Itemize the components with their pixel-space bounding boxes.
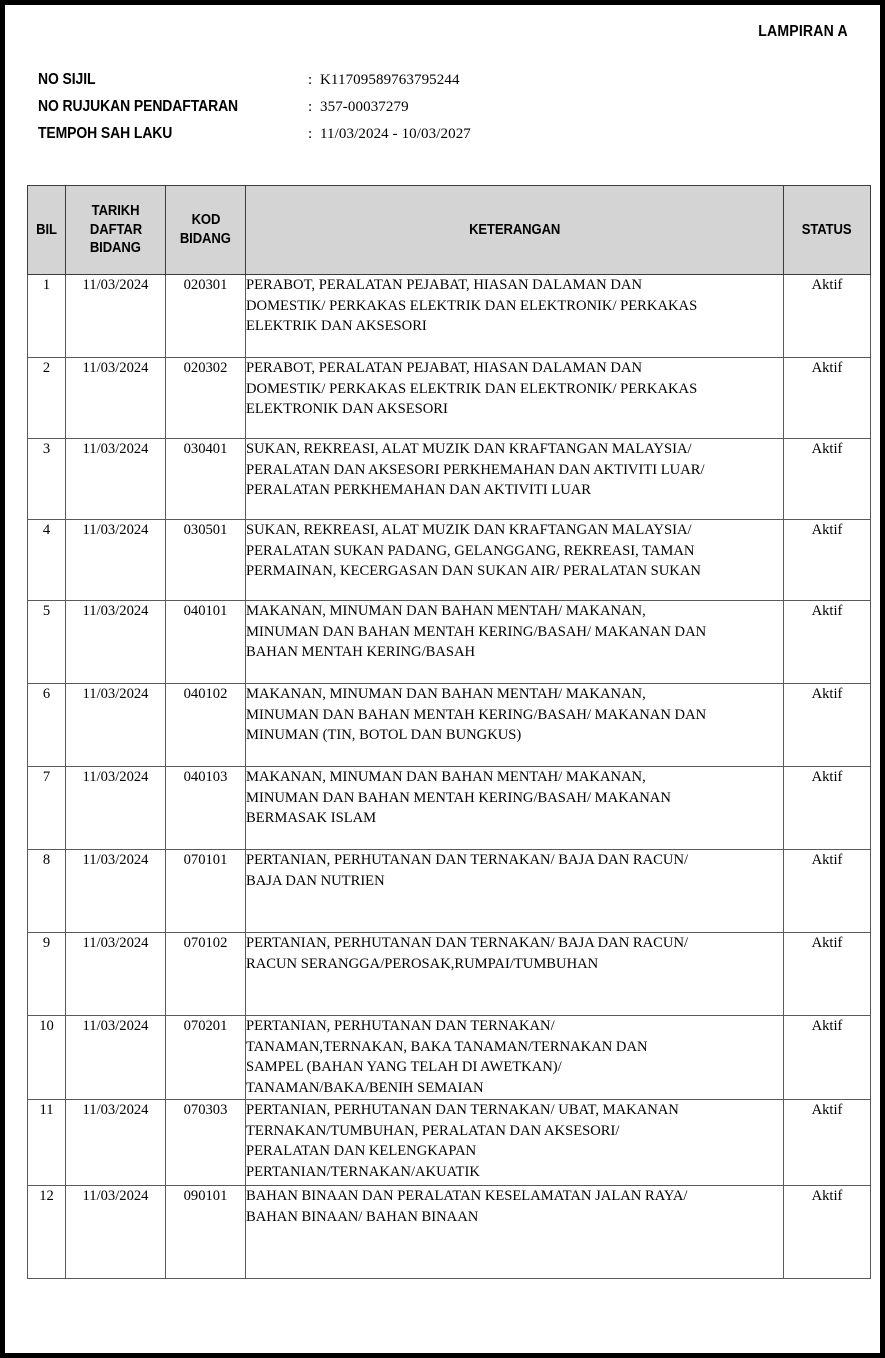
meta-label-tempoh-sah-laku: TEMPOH SAH LAKU [38,125,173,142]
keterangan-line: SUKAN, REKREASI, ALAT MUZIK DAN KRAFTANGAN MALAYSIA/ [246,522,692,538]
cell-kod-bidang: 040103 [166,767,246,850]
column-header-status [784,186,871,275]
table-row [28,1016,871,1100]
column-header-kod-line1: KOD [191,212,220,229]
keterangan-line: MAKANAN, MINUMAN DAN BAHAN MENTAH/ MAKANAN, [246,769,646,785]
cell-keterangan [246,684,784,767]
meta-row-tempoh-sah-laku [38,125,860,152]
table-row [28,684,871,767]
bidang-table [27,185,871,1279]
table-row [28,933,871,1016]
cell-bil: 7 [28,767,66,850]
cell-kod-bidang: 070303 [166,1100,246,1186]
cell-keterangan [246,767,784,850]
keterangan-line: PERTANIAN, PERHUTANAN DAN TERNAKAN/ BAJA DAN RACUN/ [246,852,689,868]
cell-bil: 12 [28,1186,66,1279]
cell-status: Aktif [784,520,871,601]
keterangan-line: ELEKTRONIK DAN AKSESORI [246,401,448,418]
cell-bil: 6 [28,684,66,767]
keterangan-line: DOMESTIK/ PERKAKAS ELEKTRIK DAN ELEKTRONIK/ PERKAKAS [246,380,698,397]
column-header-tarikh-line2: DAFTAR [89,221,142,238]
keterangan-line: PERALATAN SUKAN PADANG, GELANGGANG, REKREASI, TAMAN [246,542,695,559]
cell-tarikh-daftar-bidang: 11/03/2024 [66,767,166,850]
cell-status: Aktif [784,601,871,684]
cell-keterangan [246,358,784,439]
meta-colon-no-rujukan-pendaftaran: : [308,99,313,115]
cell-kod-bidang: 070201 [166,1016,246,1100]
meta-colon-no-sijil: : [308,72,313,88]
cell-tarikh-daftar-bidang: 11/03/2024 [66,601,166,684]
cell-keterangan [246,601,784,684]
cell-bil: 9 [28,933,66,1016]
keterangan-line: PERALATAN DAN AKSESORI PERKHEMAHAN DAN AKTIVITI LUAR/ [246,461,705,478]
meta-value-no-sijil: K11709589763795244 [320,72,460,88]
keterangan-line: DOMESTIK/ PERKAKAS ELEKTRIK DAN ELEKTRONIK/ PERKAKAS [246,297,698,314]
keterangan-line: TANAMAN/BAKA/BENIH SEMAIAN [246,1080,484,1097]
cell-tarikh-daftar-bidang: 11/03/2024 [66,850,166,933]
cell-kod-bidang: 090101 [166,1186,246,1279]
cell-tarikh-daftar-bidang: 11/03/2024 [66,520,166,601]
column-header-keterangan-text: KETERANGAN [468,221,561,238]
table-row [28,1100,871,1186]
keterangan-line: SUKAN, REKREASI, ALAT MUZIK DAN KRAFTANGAN MALAYSIA/ [246,441,692,457]
keterangan-line: SAMPEL (BAHAN YANG TELAH DI AWETKAN)/ [246,1059,562,1076]
cell-keterangan [246,1016,784,1100]
table-row [28,520,871,601]
cell-status: Aktif [784,275,871,358]
cell-keterangan [246,439,784,520]
cell-kod-bidang: 040101 [166,601,246,684]
cell-status: Aktif [784,767,871,850]
table-header-row [28,186,871,275]
keterangan-line: BAHAN BINAAN/ BAHAN BINAAN [246,1208,479,1225]
keterangan-line: MINUMAN DAN BAHAN MENTAH KERING/BASAH/ MAKANAN [246,789,671,806]
keterangan-line: PERMAINAN, KECERGASAN DAN SUKAN AIR/ PERALATAN SUKAN [246,563,701,580]
cell-keterangan [246,850,784,933]
cell-tarikh-daftar-bidang: 11/03/2024 [66,933,166,1016]
keterangan-line: PERTANIAN/TERNAKAN/AKUATIK [246,1164,480,1181]
table-row [28,767,871,850]
cell-kod-bidang: 070101 [166,850,246,933]
keterangan-line: BERMASAK ISLAM [246,810,377,827]
cell-keterangan [246,933,784,1016]
keterangan-line: PERTANIAN, PERHUTANAN DAN TERNAKAN/ BAJA DAN RACUN/ [246,935,689,951]
cell-bil: 1 [28,275,66,358]
cell-status: Aktif [784,358,871,439]
cell-tarikh-daftar-bidang: 11/03/2024 [66,1100,166,1186]
keterangan-line: MINUMAN DAN BAHAN MENTAH KERING/BASAH/ MAKANAN DAN [246,623,707,640]
column-header-status-text: STATUS [802,221,852,238]
column-header-keterangan [246,186,784,275]
table-row [28,275,871,358]
cell-bil: 3 [28,439,66,520]
column-header-bil [28,186,66,275]
keterangan-line: TERNAKAN/TUMBUHAN, PERALATAN DAN AKSESORI/ [246,1122,620,1139]
cell-status: Aktif [784,439,871,520]
cell-tarikh-daftar-bidang: 11/03/2024 [66,1186,166,1279]
keterangan-line: BAJA DAN NUTRIEN [246,872,385,889]
keterangan-line: ELEKTRIK DAN AKSESORI [246,318,427,335]
cell-bil: 2 [28,358,66,439]
cell-bil: 10 [28,1016,66,1100]
table-header [28,186,871,275]
keterangan-line: TANAMAN,TERNAKAN, BAKA TANAMAN/TERNAKAN DAN [246,1038,648,1055]
column-header-tarikh-line1: TARIKH [91,203,140,220]
column-header-kod-line2: BIDANG [180,231,231,247]
keterangan-line: PERALATAN DAN KELENGKAPAN [246,1143,477,1160]
cell-keterangan [246,520,784,601]
cell-bil: 11 [28,1100,66,1186]
table-row [28,601,871,684]
column-header-kod-bidang [166,186,246,275]
meta-value-tempoh-sah-laku: 11/03/2024 - 10/03/2027 [320,126,471,142]
keterangan-line: BAHAN MENTAH KERING/BASAH [246,644,476,661]
column-header-tarikh-line3: BIDANG [90,240,141,257]
keterangan-line: RACUN SERANGGA/PEROSAK,RUMPAI/TUMBUHAN [246,955,599,972]
table-row [28,358,871,439]
certificate-meta-block [38,71,860,152]
cell-status: Aktif [784,933,871,1016]
keterangan-line: MINUMAN DAN BAHAN MENTAH KERING/BASAH/ MAKANAN DAN [246,706,707,723]
cell-status: Aktif [784,1016,871,1100]
cell-kod-bidang: 020302 [166,358,246,439]
cell-status: Aktif [784,684,871,767]
keterangan-line: BAHAN BINAAN DAN PERALATAN KESELAMATAN JALAN RAYA/ [246,1188,688,1204]
keterangan-line: MAKANAN, MINUMAN DAN BAHAN MENTAH/ MAKANAN, [246,603,646,619]
meta-row-no-rujukan-pendaftaran [38,98,860,125]
cell-tarikh-daftar-bidang: 11/03/2024 [66,684,166,767]
cell-tarikh-daftar-bidang: 11/03/2024 [66,439,166,520]
cell-keterangan [246,275,784,358]
bidang-table-wrapper [27,185,870,1279]
meta-row-no-sijil [38,71,860,98]
cell-bil: 4 [28,520,66,601]
meta-colon-tempoh-sah-laku: : [308,126,313,142]
cell-tarikh-daftar-bidang: 11/03/2024 [66,1016,166,1100]
meta-label-no-sijil: NO SIJIL [38,71,96,88]
cell-tarikh-daftar-bidang: 11/03/2024 [66,275,166,358]
table-body [28,275,871,1279]
keterangan-line: PERABOT, PERALATAN PEJABAT, HIASAN DALAMAN DAN [246,277,642,293]
cell-tarikh-daftar-bidang: 11/03/2024 [66,358,166,439]
cell-kod-bidang: 030401 [166,439,246,520]
table-row [28,439,871,520]
keterangan-line: MAKANAN, MINUMAN DAN BAHAN MENTAH/ MAKANAN, [246,686,646,702]
column-header-tarikh-daftar-bidang [66,186,166,275]
table-row [28,1186,871,1279]
keterangan-line: PERALATAN PERKHEMAHAN DAN AKTIVITI LUAR [246,482,592,499]
column-header-bil-text: BIL [36,221,57,238]
cell-status: Aktif [784,1100,871,1186]
table-row [28,850,871,933]
keterangan-line: PERTANIAN, PERHUTANAN DAN TERNAKAN/ UBAT, MAKANAN [246,1102,679,1118]
annex-label: LAMPIRAN A [758,23,848,40]
cell-status: Aktif [784,850,871,933]
keterangan-line: PERABOT, PERALATAN PEJABAT, HIASAN DALAMAN DAN [246,360,642,376]
cell-keterangan [246,1100,784,1186]
keterangan-line: PERTANIAN, PERHUTANAN DAN TERNAKAN/ [246,1018,555,1034]
cell-kod-bidang: 040102 [166,684,246,767]
keterangan-line: MINUMAN (TIN, BOTOL DAN BUNGKUS) [246,727,522,744]
cell-kod-bidang: 030501 [166,520,246,601]
meta-label-no-rujukan-pendaftaran: NO RUJUKAN PENDAFTARAN [38,98,239,115]
cell-status: Aktif [784,1186,871,1279]
cell-kod-bidang: 070102 [166,933,246,1016]
cell-keterangan [246,1186,784,1279]
cell-bil: 8 [28,850,66,933]
meta-value-no-rujukan-pendaftaran: 357-00037279 [320,99,409,115]
cell-kod-bidang: 020301 [166,275,246,358]
cell-bil: 5 [28,601,66,684]
